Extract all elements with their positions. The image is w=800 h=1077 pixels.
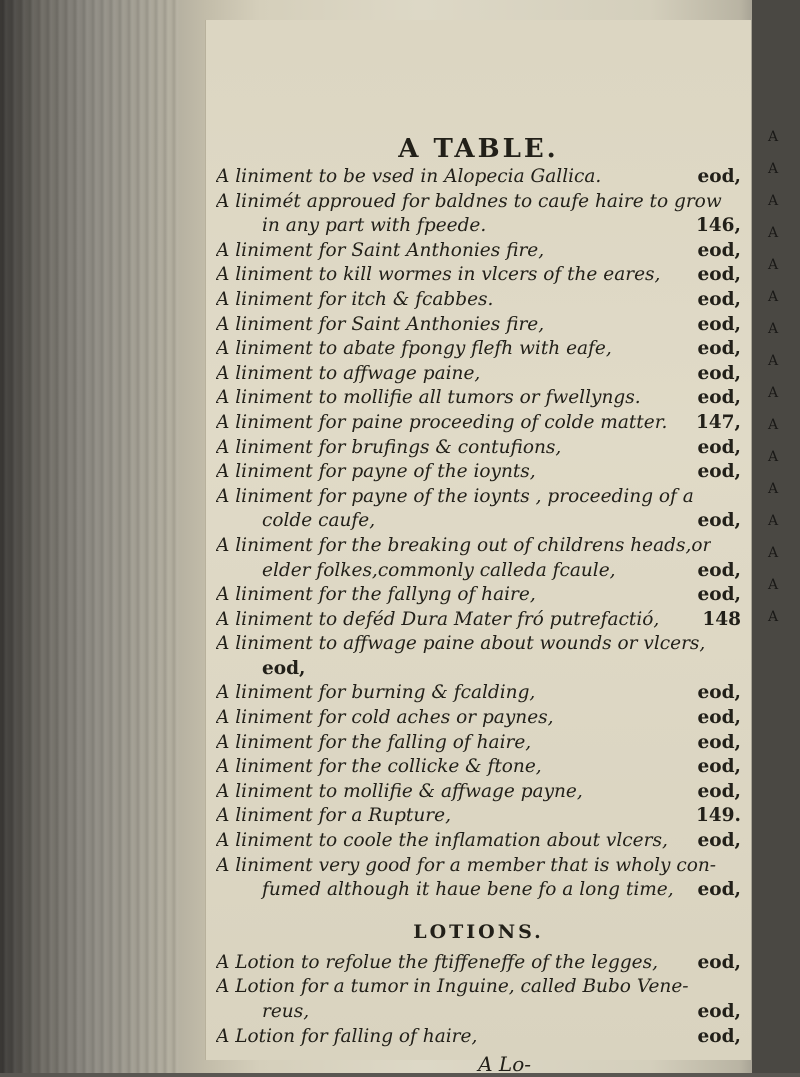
table-entry xyxy=(216,485,741,510)
entry-text: A liniment to mollifie all tumors or fwellyngs. xyxy=(216,387,641,409)
entry-text: A Lotion for a tumor in Inguine, called Bubo Vene- xyxy=(216,976,689,998)
entry-text: A liniment for brufings & contufions, xyxy=(216,436,562,458)
page-reference: 149. xyxy=(695,805,741,827)
margin-mark: A xyxy=(768,449,779,465)
page-reference: eod, xyxy=(697,707,741,729)
page-reference: eod, xyxy=(697,731,741,753)
left-page-edges xyxy=(0,0,180,1073)
margin-mark: A xyxy=(768,385,779,401)
margin-mark: A xyxy=(768,129,779,145)
entry-continuation xyxy=(216,878,741,903)
margin-mark: A xyxy=(768,193,779,209)
entry-text: A liniment for Saint Anthonies fire, xyxy=(216,313,545,335)
margin-mark: A xyxy=(768,225,779,241)
table-entry xyxy=(216,288,741,313)
page-reference: eod, xyxy=(697,682,741,704)
table-entry xyxy=(216,755,741,780)
margin-mark: A xyxy=(768,161,779,177)
entry-text: A liniment for cold aches or paynes, xyxy=(216,707,554,729)
entry-text: reus, xyxy=(262,1001,310,1022)
table-entry xyxy=(216,436,741,461)
entry-text: fumed although it haue bene fo a long time, xyxy=(262,879,674,901)
entry-text: A liniment for payne of the ioynts, xyxy=(216,461,536,483)
table-entry xyxy=(216,632,741,657)
entry-continuation xyxy=(216,1000,741,1025)
entry-text: A liniment for payne of the ioynts , proceeding of a xyxy=(216,485,694,507)
entry-text: colde caufe, xyxy=(262,510,376,532)
entry-text: A liniment very good for a member that is wholy con- xyxy=(216,854,716,876)
page-reference: eod, xyxy=(697,461,741,483)
page-reference: eod, xyxy=(697,436,741,458)
margin-mark: A xyxy=(768,289,779,305)
page-reference: eod, xyxy=(697,362,741,384)
table-entry xyxy=(216,411,741,436)
table-entry xyxy=(216,165,741,190)
entry-text: A liniment to affwage paine, xyxy=(216,362,481,384)
table-entry xyxy=(216,1025,741,1050)
page-reference: eod, xyxy=(697,1025,741,1047)
entry-continuation xyxy=(216,559,741,584)
table-entry xyxy=(216,583,741,608)
entry-text: A liniment to abate fpongy flefh with eafe, xyxy=(216,338,612,360)
table-entry xyxy=(216,608,741,633)
table-entry xyxy=(216,951,741,976)
table-entry xyxy=(216,263,741,288)
entry-text: A liniment for itch & fcabbes. xyxy=(216,288,494,310)
page-reference: eod, xyxy=(697,584,741,606)
book-page xyxy=(205,20,751,1077)
facing-page-edge xyxy=(752,0,800,1073)
table-entry xyxy=(216,460,741,485)
liniment-entries xyxy=(216,165,741,903)
table-entry xyxy=(216,854,741,879)
table-entry xyxy=(216,337,741,362)
entry-text: A Lotion for falling of haire, xyxy=(216,1025,478,1047)
margin-mark: A xyxy=(768,545,779,561)
table-entry xyxy=(216,975,741,1000)
entry-text: A Lotion to refolue the ftiffeneffe of the legges, xyxy=(216,951,658,973)
entry-text: A liniment for paine proceeding of colde matter. xyxy=(216,411,668,433)
table-entry xyxy=(216,313,741,338)
entry-text: A linimét approued for baldnes to caufe haire to grow xyxy=(216,190,722,212)
entry-text: A liniment to coole the inflamation about vlcers, xyxy=(216,830,668,852)
page-reference: eod, xyxy=(697,1001,741,1022)
table-entry xyxy=(216,362,741,387)
page-reference: eod, xyxy=(697,510,741,532)
margin-mark: A xyxy=(768,481,779,497)
margin-mark: A xyxy=(768,353,779,369)
table-entry xyxy=(216,804,741,829)
entry-text: A liniment to deféd Dura Mater fró putrefactió, xyxy=(216,608,660,630)
table-entry xyxy=(216,239,741,264)
page-reference: eod, xyxy=(697,239,741,261)
page-reference: eod, xyxy=(697,879,741,901)
entry-text: A liniment to mollifie & affwage payne, xyxy=(216,780,583,802)
table-content xyxy=(216,135,741,1077)
entry-text: A liniment for the fallyng of haire, xyxy=(216,584,536,606)
entry-continuation xyxy=(216,214,741,239)
page-reference: eod, xyxy=(697,830,741,852)
margin-mark: A xyxy=(768,609,779,625)
margin-mark: A xyxy=(768,513,779,529)
page-reference: eod, xyxy=(697,166,741,187)
entry-continuation xyxy=(216,657,741,682)
table-entry xyxy=(216,534,741,559)
entry-text: A liniment for a Rupture, xyxy=(216,805,451,827)
page-reference: 146, xyxy=(695,215,741,237)
entry-text: in any part with fpeede. xyxy=(262,215,487,237)
margin-mark: A xyxy=(768,257,779,273)
page-reference: eod, xyxy=(697,264,741,286)
table-entry xyxy=(216,190,741,215)
page-reference: eod, xyxy=(697,338,741,360)
page-reference: eod, xyxy=(697,780,741,802)
entry-text: A liniment for the collicke & ftone, xyxy=(216,756,542,778)
table-entry xyxy=(216,829,741,854)
table-entry xyxy=(216,731,741,756)
page-reference: eod, xyxy=(697,387,741,409)
page-reference: eod, xyxy=(697,288,741,310)
entry-continuation xyxy=(216,509,741,534)
section-title: LOTIONS. xyxy=(413,920,544,943)
page-reference: eod, xyxy=(697,951,741,973)
entry-text: A liniment to be vsed in Alopecia Gallica. xyxy=(216,166,602,187)
page-title: A TABLE. xyxy=(398,134,559,164)
table-entry xyxy=(216,780,741,805)
table-entry xyxy=(216,706,741,731)
margin-mark: A xyxy=(768,321,779,337)
margin-mark: A xyxy=(768,577,779,593)
lotion-entries xyxy=(216,951,741,1049)
entry-text: A liniment for burning & fcalding, xyxy=(216,682,536,704)
entry-text: A liniment to kill wormes in vlcers of the eares, xyxy=(216,264,661,286)
page-reference: 148 xyxy=(702,608,741,630)
page-reference: eod, xyxy=(697,313,741,335)
table-entry xyxy=(216,386,741,411)
entry-text: A liniment to affwage paine about wounds or vlcers, xyxy=(216,633,706,655)
table-entry xyxy=(216,681,741,706)
entry-text: A liniment for the breaking out of childrens heads,or xyxy=(216,534,712,556)
entry-text: A liniment for Saint Anthonies fire, xyxy=(216,239,545,261)
margin-mark: A xyxy=(768,417,779,433)
page-reference: 147, xyxy=(695,411,741,433)
entry-text: A liniment for the falling of haire, xyxy=(216,731,532,753)
entry-text: eod, xyxy=(262,657,306,679)
catchword: A Lo- xyxy=(478,1052,531,1077)
entry-text: elder folkes,commonly calleda fcaule, xyxy=(262,559,616,581)
page-reference: eod, xyxy=(697,559,741,581)
page-reference: eod, xyxy=(697,756,741,778)
